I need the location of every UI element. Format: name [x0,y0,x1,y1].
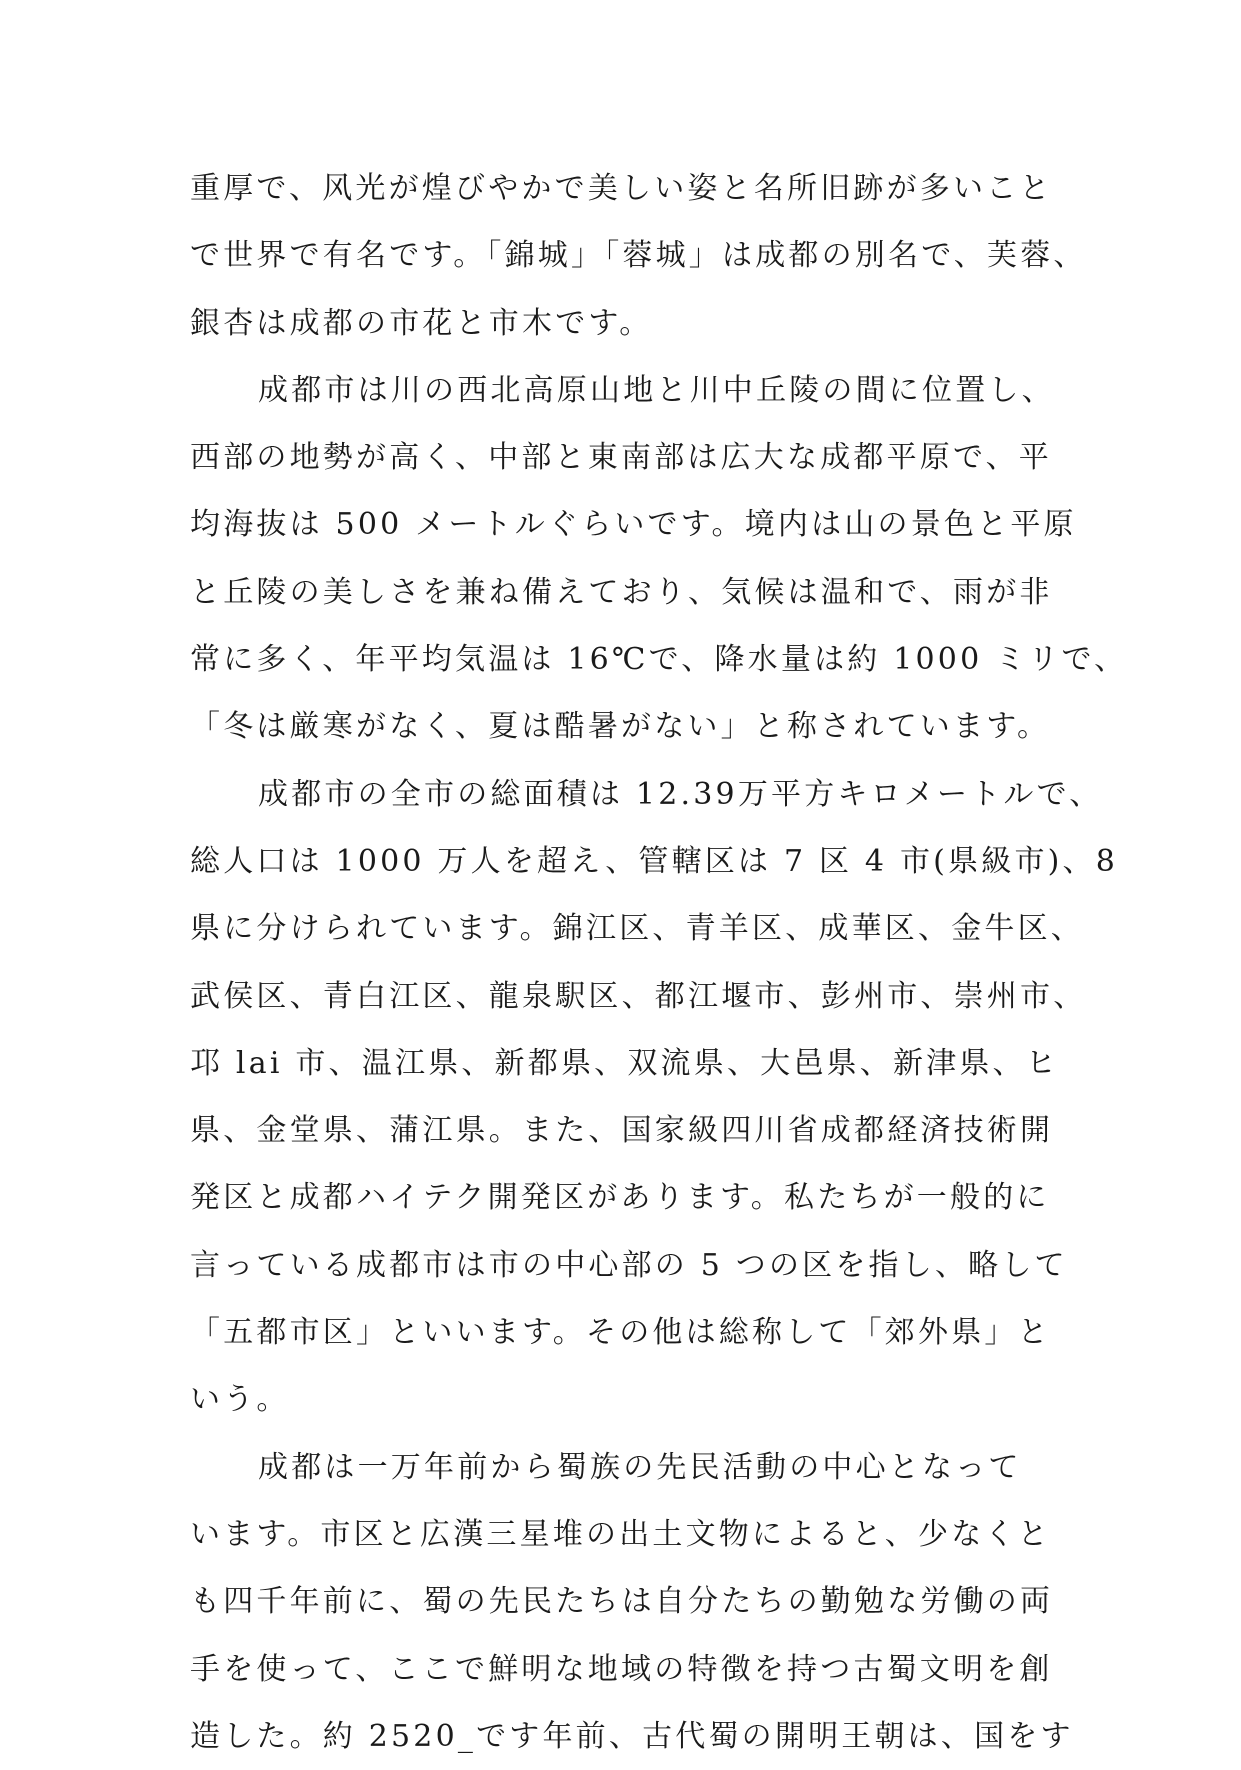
paragraph [190,761,1119,1434]
text-line: 成都市の全市の総面積は 12.39万平方キロメートルで、 [258,776,1103,812]
text-line: いう。 [190,1382,290,1418]
text-line: 常に多く、年平均気温は 16℃で、降水量は約 1000 ミリで、 [190,642,1128,678]
text-line: 「冬は厳寒がなく、夏は酷暑がない」と称されています。 [190,709,1051,745]
paragraph [190,155,1090,357]
text-line: 邛 lai 市、温江県、新都県、双流県、大邑県、新津県、ヒ [190,1045,1059,1081]
text-line: 発区と成都ハイテク開発区があります。私たちが一般的に [190,1180,1050,1216]
text-line: 造した。約 2520_です年前、古代蜀の開明王朝は、国をす [190,1718,1074,1754]
text-line: 西部の地勢が高く、中部と東南部は広大な成都平原で、平 [190,440,1052,476]
text-line: 「五都市区」といいます。その他は総称して「郊外県」と [190,1315,1051,1351]
text-line: 均海抜は 500 メートルぐらいです。境内は山の景色と平原 [190,507,1077,543]
text-line: 重厚で、风光が煌びやかで美しい姿と名所旧跡が多いこと [190,171,1053,206]
text-line: います。市区と広漢三星堆の出土文物によると、少なくと [190,1516,1051,1552]
text-line: 県に分けられています。錦江区、青羊区、成華区、金牛区、 [190,911,1084,947]
text-line: 成都市は川の西北高原山地と川中丘陵の間に位置し、 [258,372,1055,408]
text-line: で世界で有名です。「錦城」「蓉城」は成都の別名で、芙蓉、 [190,238,1087,274]
text-line: も四千年前に、蜀の先民たちは自分たちの勤勉な労働の両 [190,1584,1054,1620]
text-line: 県、金堂県、蒲江県。また、国家級四川省成都経済技術開 [190,1113,1054,1149]
text-line: 手を使って、ここで鮮明な地域の特徴を持つ古蜀文明を創 [190,1651,1053,1687]
text-line: 銀杏は成都の市花と市木です。 [190,305,653,341]
text-line: 成都は一万年前から蜀族の先民活動の中心となって [258,1449,1022,1485]
text-line: と丘陵の美しさを兼ね備えており、気候は温和で、雨が非 [190,574,1053,610]
paragraph [190,357,1128,761]
document-body [190,155,1128,1770]
text-line: 言っている成都市は市の中心部の 5 つの区を指し、略して [190,1247,1068,1283]
paragraph [190,1434,1090,1770]
text-line: 武侯区、青白江区、龍泉駅区、都江堰市、彭州市、崇州市、 [190,978,1087,1014]
text-line: 総人口は 1000 万人を超え、管轄区は 7 区 4 市(県級市)、8 [190,843,1119,879]
